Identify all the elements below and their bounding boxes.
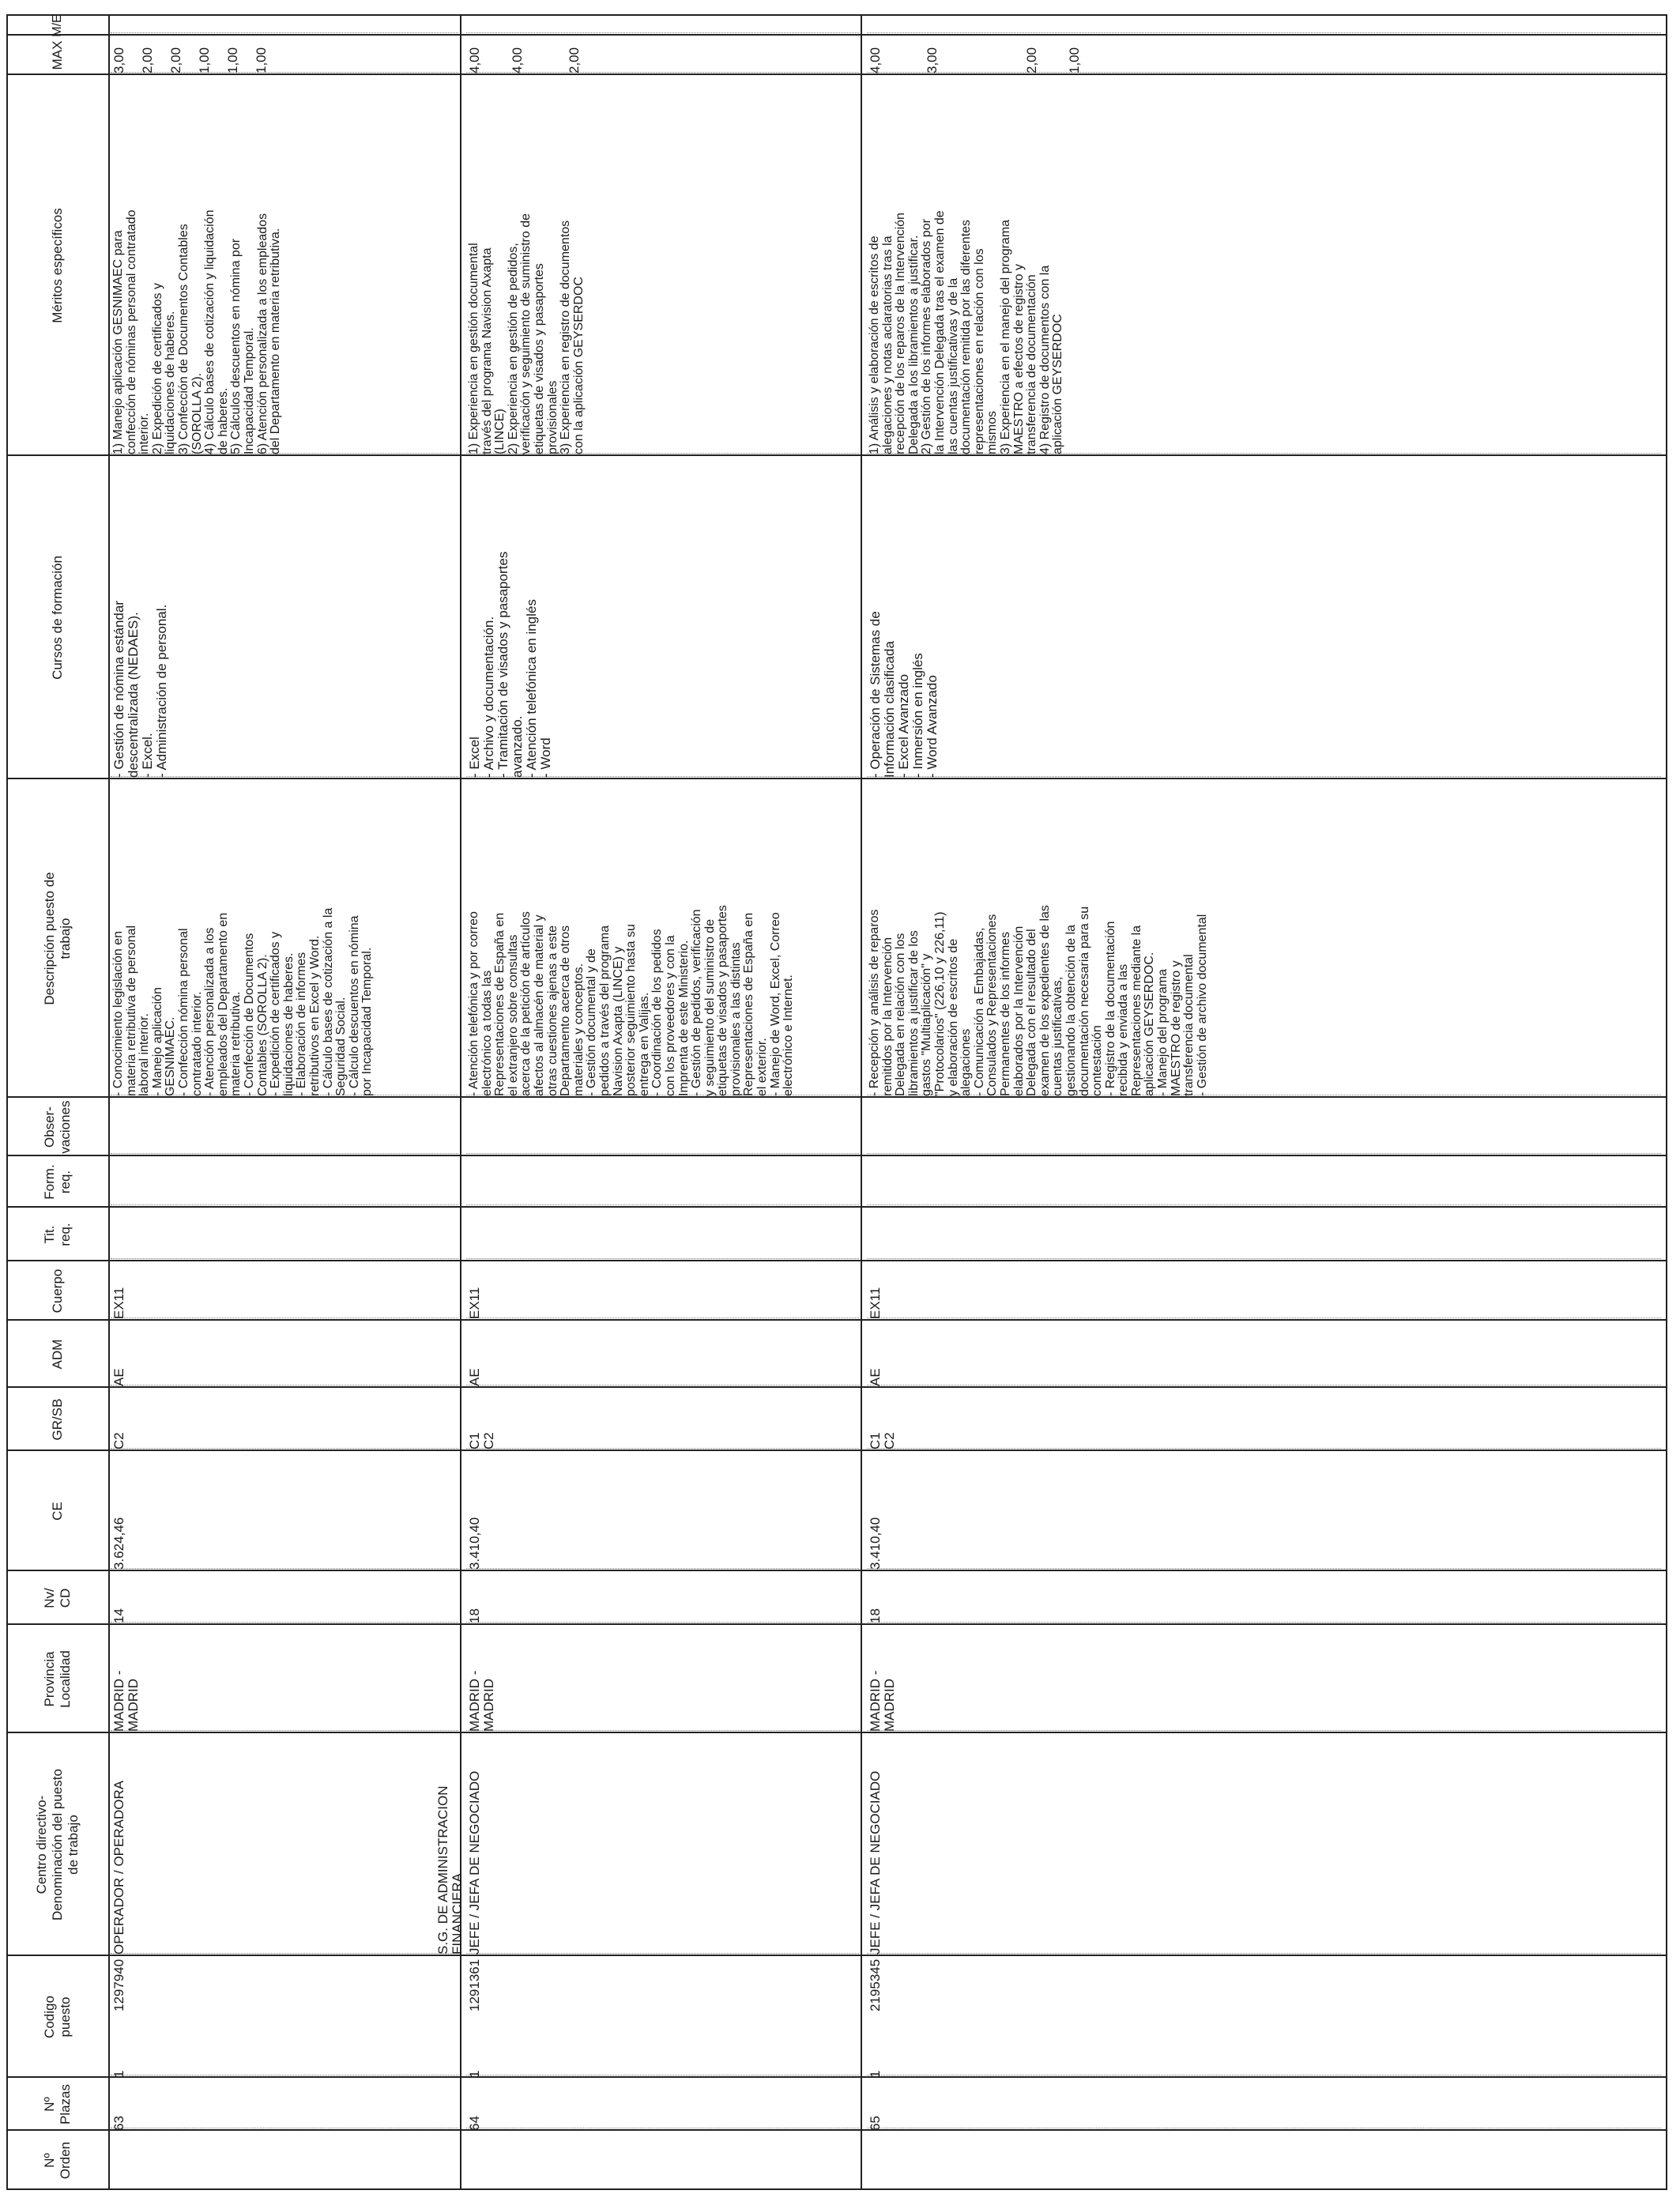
cell-orden: 65 [868,2116,883,2131]
cell-localidad: MADRID - MADRID [868,1670,897,1732]
cell-guide-dots [867,1568,1661,1569]
header-cuerpo: Cuerpo [49,1269,65,1314]
header-codigo: Codigo puesto [41,1996,73,2038]
cell-ce: 3.624,46 [111,1517,126,1570]
cell-adm: AE [868,1368,883,1386]
header-max: MAX [49,40,65,70]
column-divider [6,1623,1666,1625]
cell-plazas: 1 [467,2070,482,2078]
cell-guide-dots [466,1730,859,1731]
cell-ce: 3.410,40 [467,1517,482,1570]
cell-codigo: 2195345 [868,1958,883,2011]
cell-meritos: 1) Experiencia en gestión documental través del programa Navision Axapta (LINCE) 2) Experiencia en gestión de pedidos, verificación y seguimiento de suministro de etiquetas de visados y pasaportes provisionales 3) Experiencia en registro de documentos con la aplicación GEYSERDOC [467,213,586,454]
cell-guide-dots [466,1448,859,1449]
cell-descripcion: - Conocimiento legislación en materia retributiva de personal laboral interior. - Manejo aplicación GESNIMAEC. - Confección nómina personal contratado interior. - Atención personalizada a los empleados del Departamento en materia retributiva. - Confección de Documentos Contables (SOROLLA 2). - Expedición de certificados y liquidaciones de haberes. - Elaboración de informes retributivos en Excel y Word. - Cálculo bases de cotización a la Seguridad Social. - Cálculo descuentos en nómina por Incapacidad Temporal. [111,907,375,1096]
column-divider [6,1732,1666,1733]
cell-guide-dots [867,1953,1661,1954]
cell-localidad: MADRID - MADRID [467,1670,496,1732]
cell-guide-dots [111,1258,458,1259]
cell-guide-dots [867,1153,1661,1154]
column-divider [6,1955,1666,1956]
cell-codigo: 1291361 [467,1958,482,2011]
cell-nivel: 18 [467,1608,482,1623]
header-formacion: Form. req. [41,1164,73,1200]
cell-guide-dots [111,1204,458,1205]
cell-grupo: C1 C2 [868,1432,897,1449]
header-observaciones: Obser- vaciones [41,1100,73,1154]
cell-plazas: 1 [111,2070,126,2078]
cell-denominacion: JEFE / JEFA DE NEGOCIADO [868,1770,883,1955]
header-cursos: Cursos de formación [49,556,65,680]
column-divider [6,454,1666,456]
cell-guide-dots [466,32,859,33]
cell-guide-dots [867,776,1661,777]
column-divider [6,1260,1666,1261]
cell-guide-dots [466,1204,859,1205]
cell-guide-dots [111,32,458,33]
cell-plazas: 1 [868,2070,883,2078]
cell-localidad: MADRID - MADRID [111,1670,141,1732]
cell-guide-dots [867,1204,1661,1205]
header-adm: ADM [49,1339,65,1370]
column-divider [6,34,1666,36]
cell-guide-dots [466,1568,859,1569]
cell-denominacion: JEFE / JEFA DE NEGOCIADO [467,1770,482,1955]
cell-centro-directivo [79,1736,109,1955]
header-provincia: Provincia Localidad [41,1650,73,1708]
column-divider [6,1570,1666,1571]
header-me: M/E [50,14,64,37]
cell-denominacion: OPERADOR / OPERADORA [111,1780,126,1955]
column-divider [6,74,1666,75]
column-divider [6,1206,1666,1208]
cell-max: 4,00 3,00 2,00 1,00 [868,47,1082,74]
header-descripcion: Descripción puesto de trabajo [41,872,73,1005]
cell-ce: 3.410,40 [868,1517,883,1570]
column-divider [6,1155,1666,1156]
cell-nivel: 14 [111,1608,126,1623]
header-grupo: GR/SB [49,1398,65,1441]
cell-guide-dots [867,1258,1661,1259]
cell-max: 3,00 2,00 2,00 1,00 1,00 1,00 [111,47,269,74]
column-divider [6,2129,1666,2131]
cell-cuerpo: EX11 [111,1287,126,1319]
cell-guide-dots [111,1568,458,1569]
cell-guide-dots [466,1153,859,1154]
cell-adm: AE [111,1368,126,1386]
cell-cursos: - Operación de Sistemas de Información clasificada - Excel Avanzado - Inmersión en inglés - Word Avanzado [868,611,940,778]
header-titulacion: Tit. req. [41,1223,73,1246]
cell-codigo: 1297940 [111,1958,126,2011]
cell-guide-dots [867,1730,1661,1731]
cell-guide-dots [111,1622,458,1623]
cell-guide-dots [466,1622,859,1623]
cell-cuerpo: EX11 [868,1287,883,1319]
cell-orden: 63 [111,2116,126,2131]
column-divider [6,778,1666,779]
header-meritos: Méritos específicos [49,208,65,323]
column-divider [6,1386,1666,1388]
cell-cursos: - Excel - Archivo y documentación. - Tramitación de visados y pasaportes avanzado. - Atención telefónica en inglés - Word [467,551,553,778]
cell-guide-dots [867,1448,1661,1449]
cell-guide-dots [466,1953,859,1954]
cell-adm: AE [467,1368,482,1386]
cell-guide-dots [111,1730,458,1731]
cell-centro-directivo: S.G. DE ADMINISTRACION FINANCIERA [435,1785,465,1955]
cell-grupo: C2 [111,1432,126,1449]
cell-guide-dots [867,32,1661,33]
cell-orden: 64 [467,2116,482,2131]
header-orden: Nº Orden [41,2141,73,2180]
cell-centro-directivo [835,1736,865,1955]
cell-max: 4,00 4,00 2,00 [467,47,582,74]
cell-guide-dots [111,1953,458,1954]
cell-cursos: - Gestión de nómina estándar descentralizada (NEDAES). - Excel. - Administración de personal. [111,601,169,778]
header-plazas: Nº Plazas [41,2083,73,2125]
cell-descripcion: - Atención telefónica y por correo electrónico a todas las Representaciones de España en el extranjero sobre consultas acerca de la petición de artículos afectos al almacén de material y otras cuestiones ajenas a este Departamento acerca de otros materiales y conceptos. - Gestión documental y de pedidos a través del programa Navision Axapta (LINCE) y posterior seguimiento hasta su entrega en Valijas. - Coordinación de los pedidos con los proveedores y con la Imprenta de este Ministerio. - Gestión de pedidos, verificación y seguimiento del suministro de etiquetas de visados y pasaportes provisionales a las distintas Representaciones de España en el exterior. - Manejo de Word, Excel, Correo electrónico e Internet. [467,905,796,1096]
column-divider [6,1319,1666,1321]
column-divider [6,2076,1666,2078]
cell-guide-dots [111,1153,458,1154]
header-nivel: Nv/ CD [41,1588,73,1608]
cell-cuerpo: EX11 [467,1287,482,1319]
cell-guide-dots [466,1258,859,1259]
column-divider [6,1096,1666,1098]
cell-grupo: C1 C2 [467,1432,496,1449]
cell-guide-dots [867,1622,1661,1623]
header-ce: CE [49,1502,65,1521]
cell-meritos: 1) Manejo aplicación GESNIMAEC para confección de nóminas personal contratado interior. 2) Expedición de certificados y liquidaciones de haberes. 3) Confección de Documentos Contables (SOROLLA 2). 4) Cálculo bases de cotización y liquidación de haberes. 5) Cálculos descuentos en nómina por Incapacidad Temporal. 6) Atención personalizada a los empleados del Departamento en materia retributiva. [111,209,283,454]
header-centro: Centro directivo- Denominación del puesto de trabajo [33,1769,81,1921]
cell-descripcion: - Recepción y análisis de reparos remitidos por la Intervención Delegada en relación con los libramientos a justificar de los gastos "Multiaplicación" y "Protocolarios" (226,10 y 226,11) y elaboración de escritos de alegaciones - Comunicación a Embajadas, Consulados y Representaciones Permanentes de los informes elaborados por la Intervención Delegada con el resultado del examen de los expedientes de las cuentas justificativas, gestionando la obtención de la documentación necesaria para su contestación - Registro de la documentación recibida y enviada a las Representaciones mediante la aplicación GEYSERDOC. - Manejo del programa MAESTRO de registro y transferencia documental - Gestión de archivo documental [868,905,1209,1096]
cell-nivel: 18 [868,1608,883,1623]
cell-guide-dots [111,1448,458,1449]
column-divider [6,1449,1666,1451]
cell-meritos: 1) Análisis y elaboración de escritos de alegaciones y notas aclaratorias tras la recepción de los reparos de la Intervención Delegada a los libramientos a justificar. 2) Gestión de los informes elaborados por la Intervención Delegada tras el examen de las cuentas justificativas y de la documentación remitida por las diferentes representaciones en relación con los mismos 3) Experiencia en el manejo del programa MAESTRO a efectos de registro y transferencia de documentación 4) Registro de documentos con la aplicación GEYSERDOC [868,210,1065,454]
